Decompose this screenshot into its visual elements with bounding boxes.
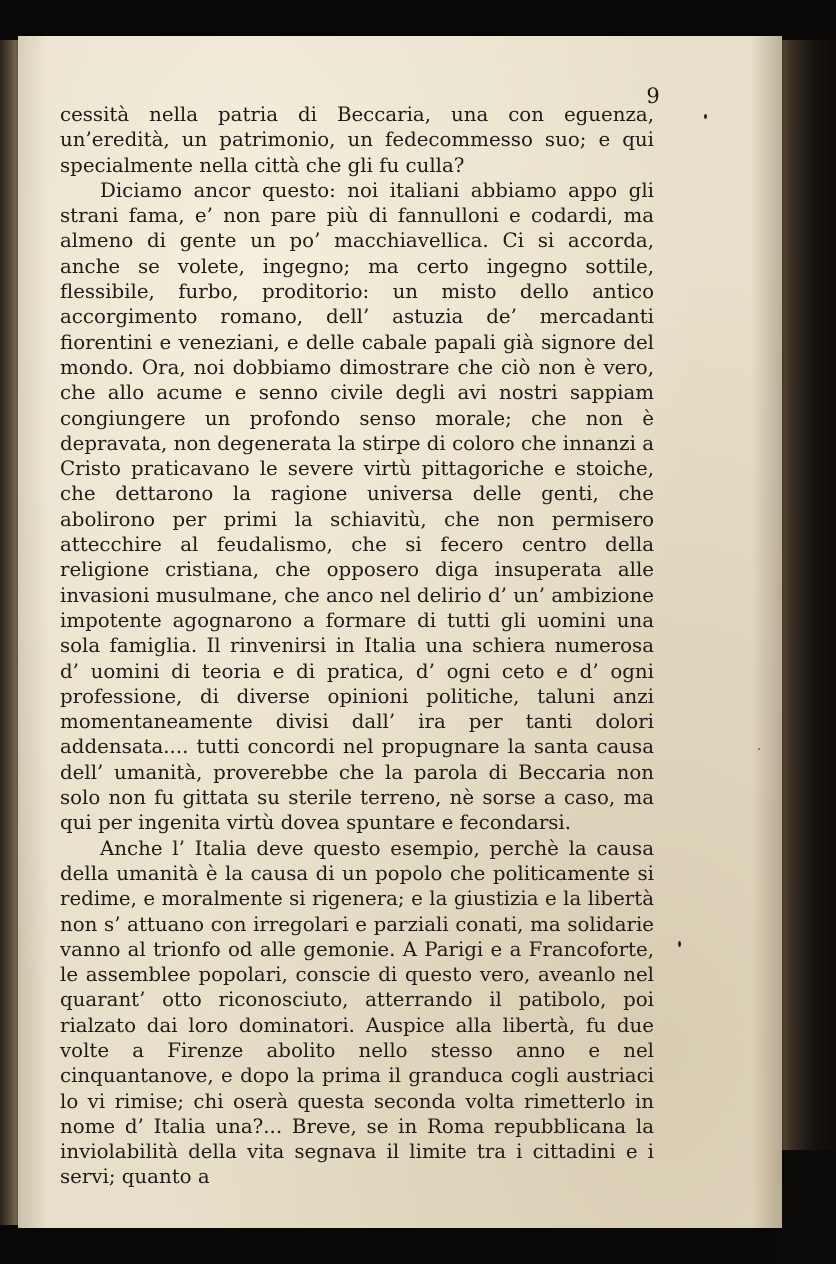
ink-speck xyxy=(678,941,681,947)
page-number: 9 xyxy=(646,84,660,108)
book-spine-edge xyxy=(0,40,20,1225)
body-text xyxy=(60,102,654,1190)
paragraph: Diciamo ancor questo: noi italiani abbiamo appo gli strani fama, e’ non pare più di fannulloni e codardi, ma almeno di gente un po’ macchiavellica. Ci si accorda, anche se volete, ingegno; ma certo ingegno sottile, flessibile, furbo, proditorio: un misto dello antico accorgimento romano, dell’ astuzia de’ mercadanti fiorentini e veneziani, e delle cabale papali già signore del mondo. Ora, noi dobbiamo dimostrare che ciò non è vero, che allo acume e senno civile degli avi nostri sappiam congiungere un profondo senso morale; che non è depravata, non degenerata la stirpe di coloro che innanzi a Cristo praticavano le severe virtù pittagoriche e stoiche, che dettarono la ragione universa delle genti, che abolirono per primi la schiavitù, che non permisero attecchire al feudalismo, che si fecero centro della religione cristiana, che opposero diga insuperata alle invasioni musulmane, che anco nel delirio d’ un’ ambizione impotente agognarono a formare di tutti gli uomini una sola famiglia. Il rinvenirsi in Italia una schiera numerosa d’ uomini di teoria e di pratica, d’ ogni ceto e d’ ogni professione, di diverse opinioni politiche, taluni anzi momentaneamente divisi dall’ ira per tanti dolori addensata.... tutti concordi nel propugnare la santa causa dell’ umanità, proverebbe che la parola di Beccaria non solo non fu gittata su sterile terreno, nè sorse a caso, ma qui per ingenita virtù dovea spuntare e fecondarsi. xyxy=(60,178,654,835)
paragraph-continuation: cessità nella patria di Beccaria, una con eguenza, un’eredità, un patrimonio, un fedecommesso suo; e qui specialmente nella città che gli fu culla? xyxy=(60,103,654,177)
ink-speck xyxy=(704,114,707,119)
ink-speck xyxy=(758,748,760,750)
background-shadow xyxy=(778,1150,836,1264)
paragraph: Anche l’ Italia deve questo esempio, perchè la causa della umanità è la causa di un popolo che politicamente si redime, e moralmente si rigenera; e la giustizia e la libertà non s’ attuano con irregolari e parziali conati, ma solidarie vanno al trionfo od alle gemonie. A Parigi e a Francoforte, le assemblee popolari, conscie di questo vero, aveanlo nel quarant’ otto riconosciuto, atterrando il patibolo, poi rialzato dai loro dominatori. Auspice alla libertà, fu due volte a Firenze abolito nello stesso anno e nel cinquantanove, e dopo la prima il granduca cogli austriaci lo vi rimise; chi oserà questa seconda volta rimetterlo in nome d’ Italia una?... Breve, se in Roma repubblicana la inviolabilità della vita segnava il limite tra i cittadini e i servi; quanto a xyxy=(60,836,654,1189)
book-cover-edge xyxy=(778,40,836,1150)
